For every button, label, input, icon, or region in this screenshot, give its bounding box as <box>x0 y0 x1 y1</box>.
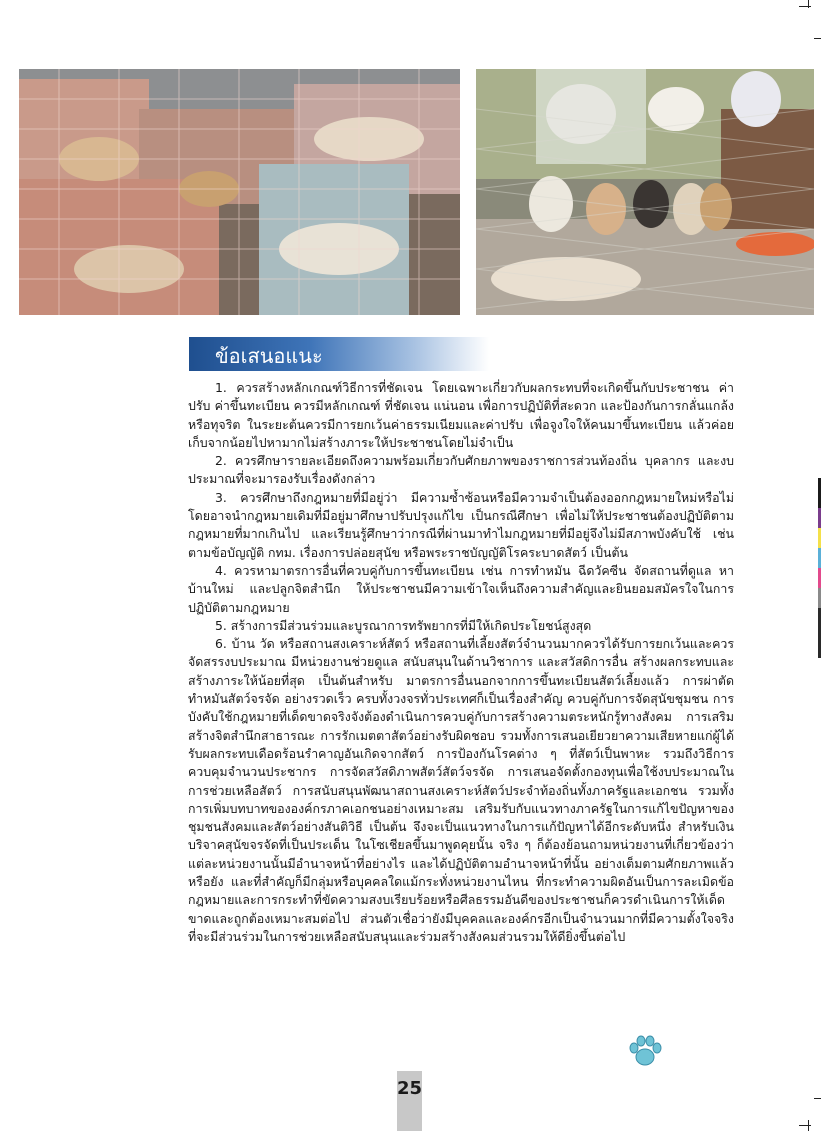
paragraph-2: 2. ควรศึกษารายละเอียดถึงความพร้อมเกี่ยวกับศักยภาพของราชการส่วนท้องถิ่น บุคลากร และงบประมาณที่จะมารองรับเรื่องดังกล่าว <box>188 453 734 487</box>
crop-mark <box>814 38 821 39</box>
crop-mark <box>799 1125 811 1126</box>
crop-mark <box>808 0 809 8</box>
crop-mark <box>799 6 811 7</box>
paragraph-5: 5. สร้างการมีส่วนร่วมและบูรณาการทรัพยากรที่มีให้เกิดประโยชน์สูงสุด <box>215 617 592 633</box>
section-title: ข้อเสนอแนะ <box>215 344 323 368</box>
photo-caged-dogs <box>19 69 460 315</box>
crop-mark <box>808 1120 809 1131</box>
body-text <box>188 379 734 946</box>
paragraph-4: 4. ควรหามาตรการอื่นที่ควบคู่กับการขึ้นทะเบียน เช่น การทำหมัน ฉีดวัคซีน จัดสถานที่ดูแล หาบ้านใหม่ และปลูกจิตสำนึก ให้ประชาชนมีความเข้าใจเห็นถึงความสำคัญและยินยอมสมัครใจในการปฏิบัติตามกฎหมาย <box>188 562 734 615</box>
page-number: 25 <box>397 1078 423 1099</box>
section-header <box>189 337 489 371</box>
crop-mark <box>814 1098 821 1099</box>
paragraph-3: 3. ควรศึกษาถึงกฎหมายที่มีอยู่ว่า มีความซ้ำซ้อนหรือมีความจำเป็นต้องออกกฎหมายใหม่หรือไม่ โดยอาจนำกฎหมายเดิมที่มีอยู่มาศึกษาปรับปรุงแก้ไข เป็นกรณีศึกษา เพื่อไม่ให้ประชาชนต้องปฏิบัติตามกฎหมายที่มากเกินไป และเรียนรู้ศึกษาว่ากรณีที่ผ่านมาทำไมกฎหมายที่มีอยู่จึงไม่มีสภาพบังคับใช้ เช่น ตามข้อบัญญัติ กทม. เรื่องการปล่อยสุนัข หรือพระราชบัญญัติโรคระบาดสัตว์ เป็นต้น <box>188 489 734 560</box>
paragraph-6: 6. บ้าน วัด หรือสถานสงเคราะห์สัตว์ หรือสถานที่เลี้ยงสัตว์จำนวนมากควรได้รับการยกเว้นและควรจัดสรรงบประมาณ มีหน่วยงานช่วยดูแล สนับสนุนในด้านวิชาการ และสวัสดิการอื่น สร้างผลกระทบและสร้างภาระให้น้อยที่สุด เป็นต้นสำหรับ มาตรการอื่นนอกจากการขึ้นทะเบียนสัตว์เลี้ยงแล้ว การผ่าตัดทำหมันสัตว์จรจัด อย่างรวดเร็ว ครบทั้งวงจรทั่วประเทศก็เป็นเรื่องสำคัญ ควบคู่กับการจัดสุนัขชุมชน การบังคับใช้กฎหมายที่เด็ดขาดจริงจังต้องดำเนินการควบคู่กับการสร้างความตระหนักรู้ทางสังคม การเสริมสร้างจิตสำนึกสาธารณะ การรักเมตตาสัตว์อย่างรับผิดชอบ รวมทั้งการเสนอเยียวยาความเสียหายแก่ผู้ได้รับผลกระทบเดือดร้อนรำคาญอันเกิดจากสัตว์ การป้องกันโรคต่าง ๆ ที่สัตว์เป็นพาหะ รวมถึงวิธีการควบคุมจำนวนประชากร การจัดสวัสดิภาพสัตว์สัตว์จรจัด การเสนอจัดตั้งกองทุนเพื่อใช้งบประมาณในการช่วยเหลือสัตว์ การสนับสนุนพัฒนาสถานสงเคราะห์สัตว์ประจำท้องถิ่นทั้งภาครัฐและเอกชน รวมทั้งการเพิ่มบทบาทขององค์กรภาคเอกชนอย่างเหมาะสม เสริมรับกับแนวทางภาครัฐในการแก้ไขปัญหาของชุมชนสังคมและสัตว์อย่างสันติวิธี เป็นต้น จึงจะเป็นแนวทางในการแก้ปัญหาได้อีกระดับหนึ่ง สำหรับเงินบริจาคสุนัขจรจัดที่เป็นประเด็น ในโซเชียลขึ้นมาพูดคุยนั้น จริง ๆ ก็ต้องย้อนถามหน่วยงานที่เกี่ยวข้องว่า แต่ละหน่วยงานนั้นมีอำนาจหน้าที่อย่างไร และได้ปฏิบัติตามอำนาจหน้าที่นั้น อย่างเต็มตามศักยภาพแล้วหรือยัง และที่สำคัญก็มีกลุ่มหรือบุคคลใดแม้กระทั่งหน่วยงานไหน ที่กระทำความผิดอันเป็นการละเมิดข้อกฎหมายและการกระทำที่ขัดความสงบเรียบร้อยหรือศีลธรรมอันดีของประชาชนก็ควรดำเนินการให้เด็ดขาดและถูกต้องเหมาะสมต่อไป ส่วนตัวเชื่อว่ายังมีบุคคลและองค์กรอีกเป็นจำนวนมากที่มีความตั้งใจจริงที่จะมีส่วนร่วมในการช่วยเหลือสนับสนุนและร่วมสร้างสังคมส่วนรวมให้ดียิ่งขึ้นต่อไป <box>188 636 734 944</box>
paragraph-1: 1. ควรสร้างหลักเกณฑ์วิธีการที่ชัดเจน โดยเฉพาะเกี่ยวกับผลกระทบที่จะเกิดขึ้นกับประชาชน ค่าปรับ ค่าขึ้นทะเบียน ควรมีหลักเกณฑ์ ที่ชัดเจน แน่นอน เพื่อการปฏิบัติที่สะดวก และป้องกันการกลั่นแกล้งหรือทุจริต ในระยะต้นควรมีการยกเว้นค่าธรรมเนียมและค่าปรับ เพื่อจูงใจให้คนมาขึ้นทะเบียน แล้วค่อยเก็บจากน้อยไปหามากไม่สร้างภาระให้ประชาชนโดยไม่จำเป็น <box>188 380 734 450</box>
paw-icon <box>627 1034 663 1068</box>
photo-shelter-dogs <box>476 69 814 315</box>
